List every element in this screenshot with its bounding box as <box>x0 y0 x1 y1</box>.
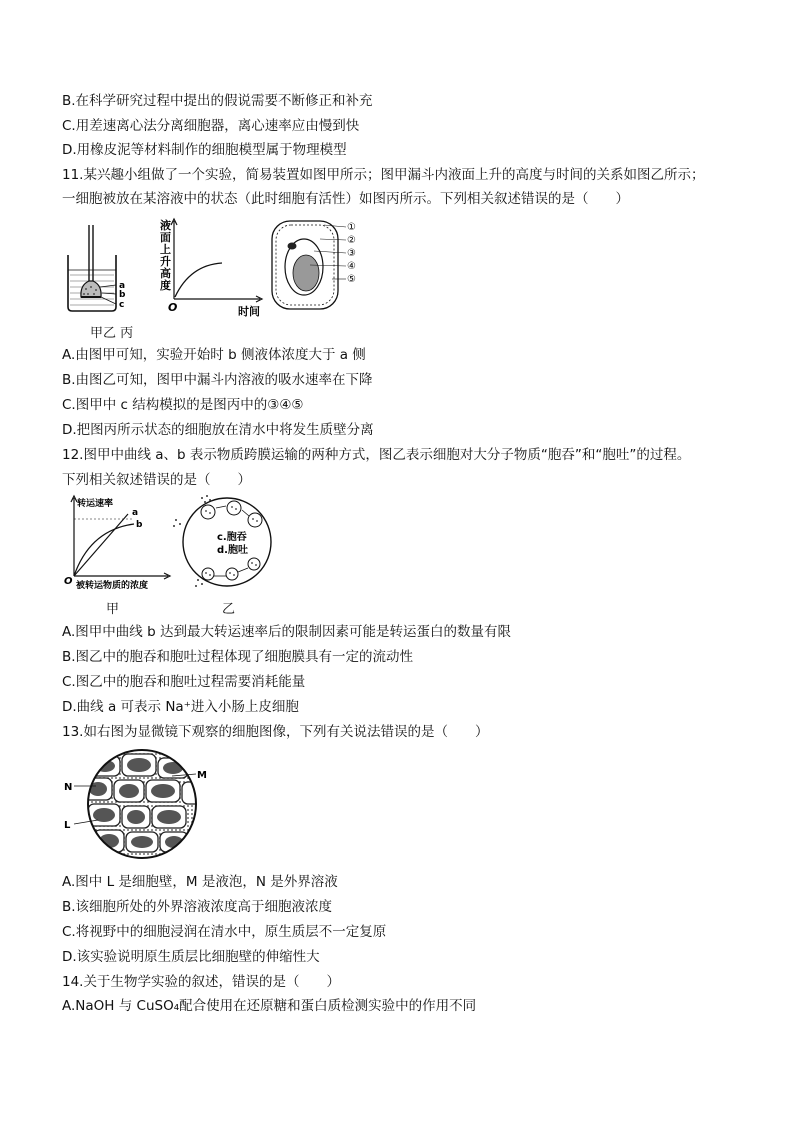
question-11-stem-2: 一细胞被放在某溶液中的状态（此时细胞有活性）如图丙所示。下列相关叙述错误的是（ ） <box>62 191 629 207</box>
option-11b: B.由图乙可知，图甲中漏斗内溶液的吸水速率在下降 <box>62 372 373 388</box>
fig13-label-n: N <box>64 782 73 793</box>
figure-11 <box>62 215 362 320</box>
fig11-yi-ylabel-char: 液 <box>160 219 171 232</box>
fig11-bing-label-1: ① <box>347 222 356 233</box>
option-13d: D.该实验说明原生质层比细胞壁的伸缩性大 <box>62 949 320 965</box>
option-13c: C.将视野中的细胞浸润在清水中，原生质层不一定复原 <box>62 924 387 940</box>
fig13-label-l: L <box>64 820 71 831</box>
fig11-yi-ylabel-char: 上 <box>160 243 171 256</box>
option-12b: B.图乙中的胞吞和胞吐过程体现了细胞膜具有一定的流动性 <box>62 649 414 665</box>
figure-13 <box>62 748 212 863</box>
fig12-jia-xlabel: 被转运物质的浓度 <box>76 581 149 591</box>
option-12a: A.图甲中曲线 b 达到最大转运速率后的限制因素可能是转运蛋白的数量有限 <box>62 624 511 640</box>
fig11-yi-ylabel-char: 度 <box>160 279 171 292</box>
question-12-stem-2: 下列相关叙述错误的是（ ） <box>62 472 251 488</box>
fig13-label-m: M <box>197 770 207 781</box>
fig11-yi-ylabel <box>160 218 171 292</box>
fig11-label-a: a <box>119 281 126 291</box>
option-12c: C.图乙中的胞吞和胞吐过程需要消耗能量 <box>62 674 306 690</box>
option-10b: B.在科学研究过程中提出的假说需要不断修正和补充 <box>62 93 373 109</box>
option-14a: A.NaOH 与 CuSO₄配合使用在还原糖和蛋白质检测实验中的作用不同 <box>62 998 477 1014</box>
fig13-micrograph <box>82 748 202 863</box>
question-12-stem-1: 12.图甲中曲线 a、b 表示物质跨膜运输的两种方式，图乙表示细胞对大分子物质“胞吞”和“胞吐”的过程。 <box>62 447 691 463</box>
fig11-label-c: c <box>119 300 125 310</box>
fig11-bing-label-2: ② <box>347 235 356 246</box>
fig11-jia-apparatus <box>68 225 116 311</box>
option-11a: A.由图甲可知，实验开始时 b 侧液体浓度大于 a 侧 <box>62 347 366 363</box>
fig11-bing-label-4: ④ <box>347 261 356 272</box>
question-14-stem: 14.关于生物学实验的叙述，错误的是（ ） <box>62 974 340 990</box>
option-11c: C.图甲中 c 结构模拟的是图丙中的③④⑤ <box>62 397 304 413</box>
fig11-label-b: b <box>119 290 126 300</box>
fig12-jia-curve-b: b <box>136 520 143 530</box>
figure-12 <box>62 492 302 592</box>
fig11-bing-cell <box>272 221 338 309</box>
option-13a: A.图中 L 是细胞壁，M 是液泡，N 是外界溶液 <box>62 874 338 890</box>
fig12-yi-label-d: d.胞吐 <box>217 545 248 556</box>
option-13b: B.该细胞所处的外界溶液浓度高于细胞液浓度 <box>62 899 333 915</box>
fig12-jia-ylabel: 转运速率 <box>77 499 114 509</box>
fig12-jia-origin: O <box>64 576 73 587</box>
question-13-stem: 13.如右图为显微镜下观察的细胞图像，下列有关说法错误的是（ ） <box>62 724 489 740</box>
fig11-yi-graph <box>171 219 262 302</box>
option-10c: C.用差速离心法分离细胞器，离心速率应由慢到快 <box>62 118 360 134</box>
fig11-yi-xlabel: 时间 <box>238 305 260 318</box>
fig11-caption: 甲乙 丙 <box>90 326 134 341</box>
fig12-caption-yi: 乙 <box>222 602 236 617</box>
fig12-caption-jia: 甲 <box>106 602 120 617</box>
fig11-bing-label-5: ⑤ <box>347 274 356 285</box>
option-12d: D.曲线 a 可表示 Na⁺进入小肠上皮细胞 <box>62 699 299 715</box>
fig11-yi-ylabel-char: 高 <box>160 267 171 280</box>
fig11-yi-origin: O <box>168 301 178 314</box>
question-11-stem-1: 11.某兴趣小组做了一个实验，简易装置如图甲所示；图甲漏斗内液面上升的高度与时间的关系如图乙所示； <box>62 167 705 183</box>
option-11d: D.把图丙所示状态的细胞放在清水中将发生质壁分离 <box>62 422 374 438</box>
fig11-yi-ylabel-char: 面 <box>160 231 171 244</box>
fig12-yi-label-c: c.胞吞 <box>217 532 247 543</box>
fig11-bing-label-3: ③ <box>347 248 356 259</box>
fig11-yi-ylabel-char: 升 <box>160 255 171 268</box>
fig12-jia-curve-a: a <box>132 508 139 518</box>
option-10d: D.用橡皮泥等材料制作的细胞模型属于物理模型 <box>62 142 347 158</box>
